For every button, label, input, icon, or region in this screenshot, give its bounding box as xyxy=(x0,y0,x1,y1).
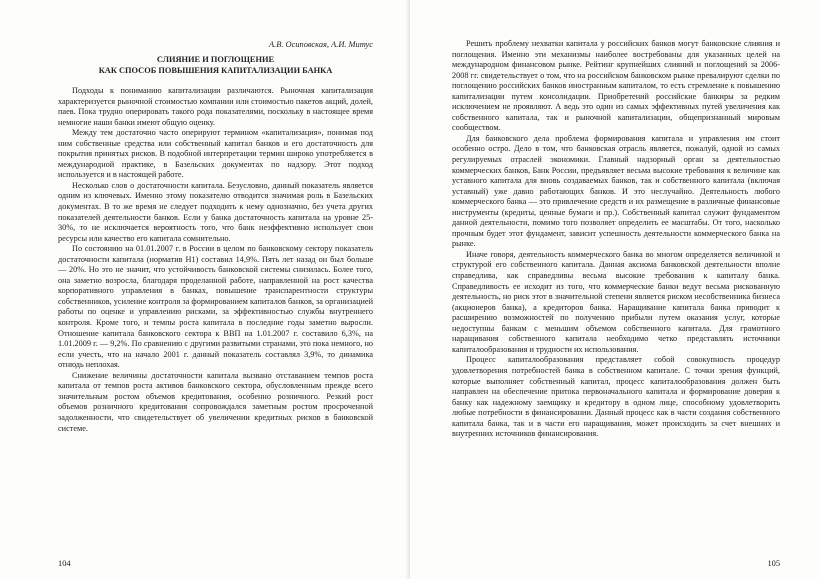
right-text-column xyxy=(452,39,780,440)
right-paragraph-4: Процесс капиталообразования представляет собой совокупность процедур удовлетворения потребностей банка в собственном капитале. С точки зрения функций, которые выполняет собственный капитал, процесс капиталообразования должен быть направлен на обеспечение притока первоначального капитала и формирование доверия к банку как надежному заемщику и кредитору в одном лице, способному удовлетворить любые потребности в финансировании. Данный процесс как в части создания собственного капитала банка, так и в части его наращивания, может происходить за счет внешних и внутренних источников финансирования. xyxy=(452,355,780,439)
left-paragraph-1: Подходы к пониманию капитализации различаются. Рыночная капитализация характеризуется рыночной стоимостью компании или стоимостью пакетов акций, долей, паев. Пока трудно оперировать такого рода показателями, поскольку в настоящее время немногие наши банки имеют общую оценку. xyxy=(58,86,373,127)
right-paragraph-1: Решить проблему нехватки капитала у российских банков могут банковские слияния и поглощения. Именно эти механизмы наиболее востребованы для указанных целей на международном финансовом рынке. Рейтинг крупнейших слияний и поглощений за 2006-2008 гг. свидетельствует о том, что на российском банковском рынке превалируют сделки по поглощению российских банков иностранным капиталом, то есть стремление к повышению капитализации путем консолидации. Приобретений российские банкиры за редким исключением не проявляют. А ведь это один из самых эффективных путей увеличения как собственного капитала, так и рыночной капитализации, общепризнанный мировым сообществом. xyxy=(452,39,780,133)
right-page xyxy=(410,0,820,579)
right-paragraph-2: Для банковского дела проблема формирования капитала и управления им стоит особенно остро. Дело в том, что банковская отрасль является, пожалуй, одной из самых регулируемых отраслей экономики. Главный надзорный орган за деятельностью коммерческих банков, Банк России, предъявляет весьма высокие требования к величине как уставного капитала для вновь создаваемых банков, так и собственного капитала (включая уставный) уже давно работающих банков. И это неслучайно. Деятельность любого коммерческого банка — это привлечение средств и их размещение в различные финансовые инструменты (кредиты, ценные бумаги и пр.). Собственный капитал служит фундаментом данной деятельности, помимо того позволяет определить ее масштабы. От того, насколько прочным будет этот фундамент, зависит успешность деятельности коммерческого банка на рынке. xyxy=(452,133,780,249)
left-text-column xyxy=(58,39,373,434)
article-authors: А.В. Осиповская, А.И. Митус xyxy=(269,40,373,49)
left-paragraph-5: Снижение величины достаточности капитала вызвано отставанием темпов роста капитала от темпов роста активов банковского сектора, обусловленным прежде всего значительным ростом объемов кредитования, особенно розничного. Резкий рост объемов розничного кредитования сопровождался заметным ростом просроченной задолженности, что свидетельствует об увеличении кредитных рисков в банковской системе. xyxy=(58,370,373,433)
article-title-line-2: КАК СПОСОБ ПОВЫШЕНИЯ КАПИТАЛИЗАЦИИ БАНКА xyxy=(98,65,333,75)
left-page-number: 104 xyxy=(58,559,71,568)
right-page-number: 105 xyxy=(767,559,780,568)
article-title xyxy=(58,55,373,76)
left-paragraph-4: По состоянию на 01.01.2007 г. в России в целом по банковскому сектору показатель достаточности капитала (норматив Н1) составил 14,9%. Пять лет назад он был больше — 20%. Но это не значит, что устойчивость банковской системы снизилась. Более того, она заметно возросла, благодаря проделанной работе, направленной на рост качества корпоративного управления в банках, повышение транспарентности структуры собственников, усиление контроля за формированием капиталов банков, за организацией работы по оценке и управлению рисками, за эффективностью службы внутреннего контроля. Кроме того, и темпы роста капитала в последние годы заметно выросли. Отношение капитала банковского сектора к ВВП на 1.01.2007 г. составило 6,3%, на 1.01.2009 г. — 9,2%. По сравнению с другими развитыми странами, это пока немного, но если учесть, что на начало 2001 г. данный показатель составлял 3,9%, то динамика отнюдь неплохая. xyxy=(58,244,373,370)
left-paragraph-2: Между тем достаточно часто оперируют термином «капитализация», понимая под ним собственные средства или собственный капитал банков и его достаточность для покрытия принятых рисков. В подобной интерпретации термин широко употребляется в международной практике, в Базельских документах по надзору. Этот подход используется и в настоящей работе. xyxy=(58,128,373,180)
article-title-line-1: СЛИЯНИЕ И ПОГЛОЩЕНИЕ xyxy=(156,55,275,64)
left-paragraph-3: Несколько слов о достаточности капитала. Безусловно, данный показатель является одним из ключевых. Именно этому показателю отводится значимая роль в Базельских документах. В то же время не следует подходить к нему однозначно, без учета других показателей деятельности банков. Если у банка достаточность капитала на уровне 25-30%, то не исключается вероятность того, что банк неэффективно использует свои ресурсы или качество его капитала сомнительно. xyxy=(58,180,373,243)
right-paragraph-3: Иначе говоря, деятельность коммерческого банка во многом определяется величиной и структурой его собственного капитала. Данная аксиома банковской деятельности вполне справедлива, как справедливы весьма высокие требования к капиталу банка. Справедливость ее исходит из того, что коммерческие банки ведут весьма рискованную деятельность, но риск этот в значительной степени является риском несобственника бизнеса (акционеров банка), а кредиторов банка. Наращивание капитала банка приводит к расширению возможностей по получению прибыли путем оказания услуг, которые недоступны банкам с меньшим объемом собственного капитала. Для грамотного наращивания собственного капитала необходимо четко представлять источники капиталообразования и трудности их использования. xyxy=(452,249,780,354)
